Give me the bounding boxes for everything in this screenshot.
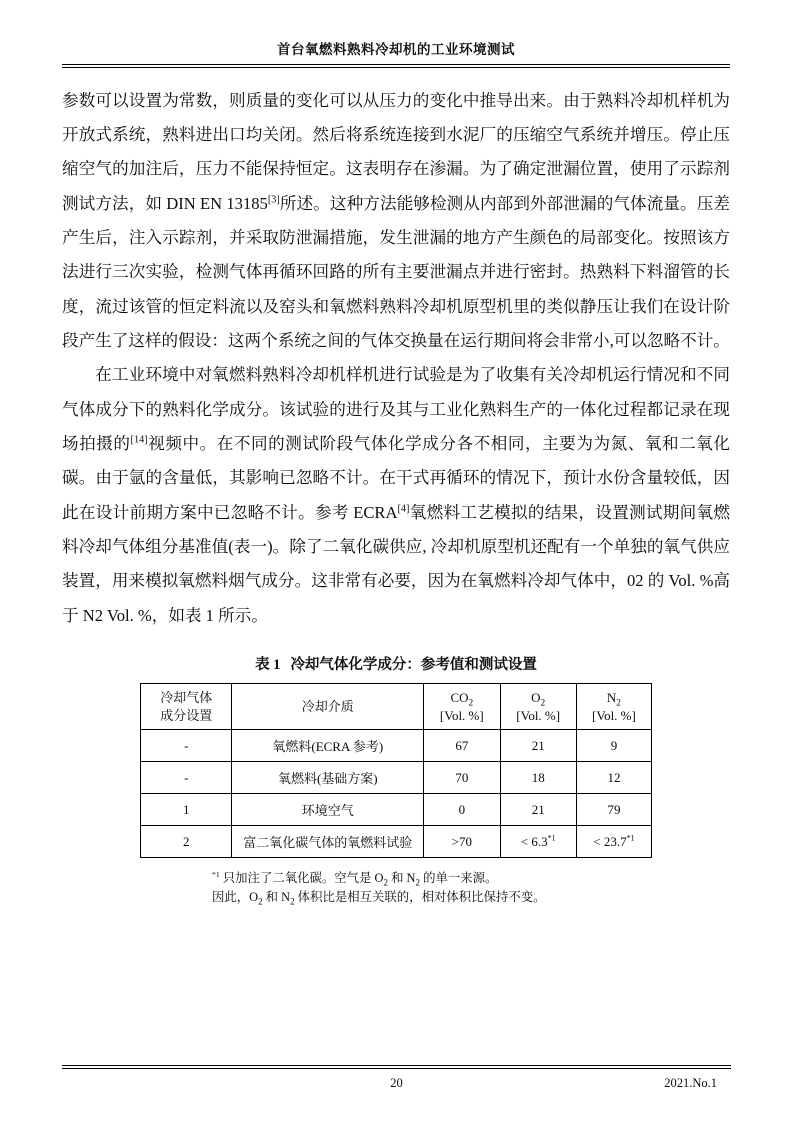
header-medium: 冷却介质 <box>232 684 424 730</box>
header-n2-unit: [Vol. %] <box>592 707 636 723</box>
header-rule-thin <box>62 67 730 68</box>
table-row <box>141 730 652 762</box>
header-n2-formula: $N_2$ <box>606 690 621 709</box>
header-setting-line2: 成分设置 <box>160 707 213 723</box>
header-o2-formula: $O_2$ <box>531 690 546 709</box>
footer-rule-thick <box>62 1065 731 1066</box>
cell-medium: 环境空气 <box>232 794 424 826</box>
table-row <box>141 762 652 794</box>
header-co2-unit: [Vol. %] <box>439 707 484 723</box>
table-header-row <box>141 684 652 730</box>
cell-setting: - <box>141 730 232 762</box>
table-caption-text: 冷却气体化学成分：参考值和测试设置 <box>290 657 537 673</box>
cell-co2: 67 <box>424 730 500 762</box>
header-n2 <box>576 684 651 730</box>
cell-setting: 1 <box>141 794 232 826</box>
cell-setting: - <box>141 762 232 794</box>
cell-o2: 21 <box>500 794 576 826</box>
table-row <box>141 794 652 826</box>
table-caption <box>62 653 730 674</box>
cell-co2: 70 <box>424 762 500 794</box>
cell-o2: 18 <box>500 762 576 794</box>
cell-setting: 2 <box>141 826 232 858</box>
header-o2 <box>500 684 576 730</box>
table-caption-number: 表 1 <box>255 657 281 673</box>
cell-medium: 氧燃料(基础方案) <box>232 762 424 794</box>
header-co2-formula: $CO_2$ <box>450 690 474 709</box>
page-footer <box>62 1076 731 1094</box>
issue-label: 2021.No.1 <box>664 1076 717 1090</box>
page-content <box>62 38 730 1078</box>
gas-composition-table <box>140 683 652 858</box>
cell-o2: < $6.3^{*1}$ <box>500 826 576 858</box>
cell-n2: 79 <box>576 794 651 826</box>
page-number: 20 <box>390 1076 403 1090</box>
cell-o2: 21 <box>500 730 576 762</box>
running-head: 首台氧燃料熟料冷却机的工业环境测试 <box>277 42 515 57</box>
paragraph-2: 在工业环境中对氧燃料熟料冷却机样机进行试验是为了收集有关冷却机运行情况和不同气体成分下的熟料化学成分。该试验的进行及其与工业化熟料生产的一体化过程都记录在现场拍摄的[14]视频中。在不同的测试阶段气体化学成分各不相同，主要为为氮、氧和二氧化碳。由于氩的含量低，其影响已忽略不计。在干式再循环的情况下，预计水份含量较低，因此在设计前期方案中已忽略不计。参考 ECRA[4]氧燃料工艺模拟的结果，设置测试期间氧燃料冷却气体组分基准值(表一)。除了二氧化碳供应, 冷却机原型机还配有一个单独的氧气供应装置，用来模拟氧燃料烟气成分。这非常有必要，因为在氧燃料冷却气体中，02 的 Vol. %高于 N2 Vol. %，如表 1 所示。 <box>62 365 731 625</box>
cell-co2: 0 <box>424 794 500 826</box>
body-text <box>62 84 730 634</box>
table-footnote <box>212 869 730 907</box>
footer-rule-thin <box>62 1068 731 1069</box>
header-setting-line1: 冷却气体 <box>160 690 213 705</box>
paragraph-1: 参数可以设置为常数，则质量的变化可以从压力的变化中推导出来。由于熟料冷却机样机为开放式系统，熟料进出口均关闭。然后将系统连接到水泥厂的压缩空气系统并增压。停止压缩空气的加注后，压力不能保持恒定。这表明存在渗漏。为了确定泄漏位置，使用了示踪剂测试方法，如 DIN EN 13185[3]所述。这种方法能够检测从内部到外部泄漏的气体流量。压差产生后，注入示踪剂，并采取防泄漏措施，发生泄漏的地方产生颜色的局部变化。按照该方法进行三次实验，检测气体再循环回路的所有主要泄漏点并进行密封。热熟料下料溜管的长度，流过该管的恒定料流以及窑头和氧燃料熟料冷却机原型机里的类似静压让我们在设计阶段产生了这样的假设：这两个系统之间的气体交换量在运行期间将会非常小,可以忽略不计。 <box>62 90 730 350</box>
cell-n2: 12 <box>576 762 651 794</box>
table-row <box>141 826 652 858</box>
cell-co2: >70 <box>424 826 500 858</box>
footnote-line-1: $^{*1}$ 只加注了二氧化碳。空气是 $O_2$ 和 $N_2$ 的单一来源。 <box>212 869 498 888</box>
cell-n2: 9 <box>576 730 651 762</box>
header-rule-thick <box>62 64 730 65</box>
cell-medium: 富二氧化碳气体的氧燃料试验 <box>232 826 424 858</box>
cell-n2: < $23.7^{*1}$ <box>576 826 651 858</box>
cell-medium: 氧燃料(ECRA 参考) <box>232 730 424 762</box>
header-co2 <box>424 684 500 730</box>
header-o2-unit: [Vol. %] <box>516 707 561 723</box>
header-setting <box>141 684 232 730</box>
footnote-line-2: 因此，$O_2$ 和 $N_2$ 体积比是相互关联的，相对体积比保持不变。 <box>212 890 546 907</box>
